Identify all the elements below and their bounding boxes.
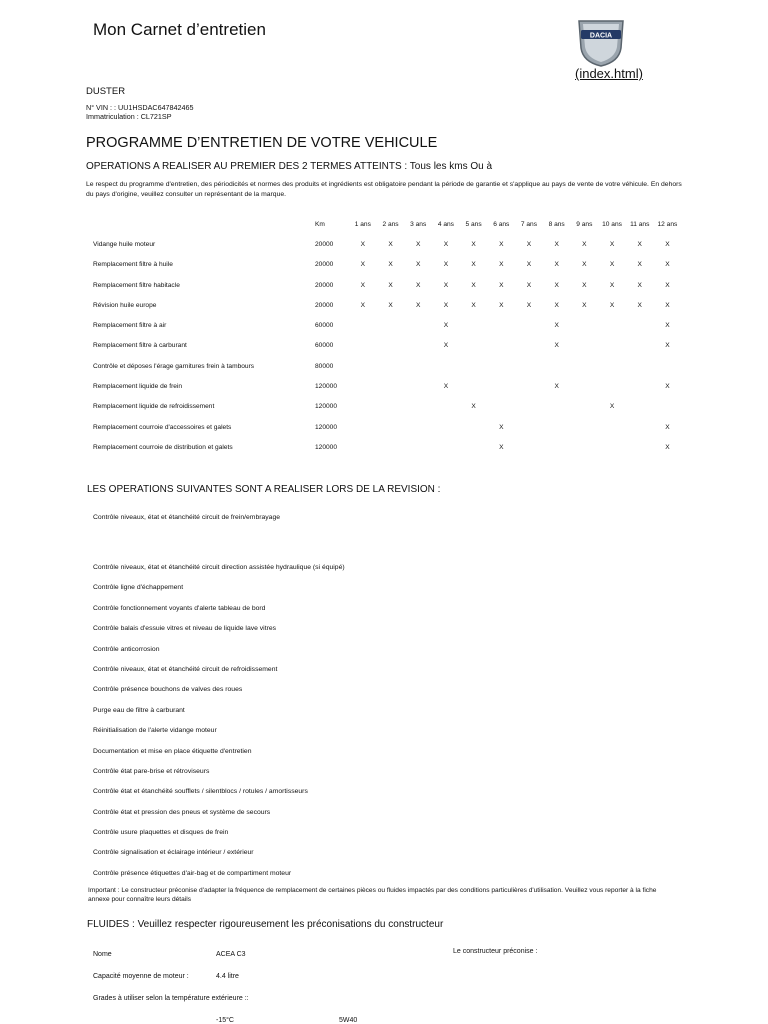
schedule-cell xyxy=(349,315,377,335)
schedule-cell xyxy=(377,315,405,335)
revision-item: Contrôle niveaux, état et étanchéité circuit de frein/embrayage xyxy=(93,514,281,521)
schedule-cell xyxy=(487,315,515,335)
schedule-cell xyxy=(598,417,626,437)
schedule-cell xyxy=(626,397,654,417)
revision-list xyxy=(93,513,345,889)
revision-item: Contrôle fonctionnement voyants d'alerte tableau de bord xyxy=(93,604,266,612)
revision-item: Contrôle état et pression des pneus et système de secours xyxy=(93,808,271,816)
schedule-cell: X xyxy=(388,240,393,248)
schedule-operation: Remplacement courroie d'accessoires et galets xyxy=(93,423,232,431)
revision-item: Contrôle état pare-brise et rétroviseurs xyxy=(93,767,210,775)
schedule-cell xyxy=(515,315,543,335)
schedule-km: 20000 xyxy=(315,261,334,269)
schedule-year-header: 12 ans xyxy=(657,220,678,228)
schedule-cell: X xyxy=(416,261,421,269)
schedule-cell: X xyxy=(416,281,421,289)
schedule-cell xyxy=(654,356,682,376)
schedule-cell: X xyxy=(499,423,504,431)
schedule-year-header: 6 ans xyxy=(493,220,510,228)
logo-text: DACIA xyxy=(589,32,613,40)
schedule-cell xyxy=(543,417,571,437)
schedule-cell: X xyxy=(526,301,532,309)
schedule-cell: X xyxy=(499,281,504,289)
intro-paragraph: Le respect du programme d'entretien, des périodicités et normes des produits et ingrédients est obligatoire pendant la période de garantie et s'applique au pays de vente de votre véhicule. En dehors du pays d'origine, veuillez consulter un représentant de la marque. xyxy=(86,181,682,198)
schedule-year-header: 8 ans xyxy=(548,220,565,228)
grades-label: Grades à utiliser selon la température extérieure :: xyxy=(93,995,249,1002)
schedule-cell: X xyxy=(554,240,559,248)
schedule-cell: X xyxy=(554,281,559,289)
schedule-cell: X xyxy=(609,281,615,289)
schedule-operation: Vidange huile moteur xyxy=(93,240,156,248)
fluid-name-value: ACEA C3 xyxy=(216,951,246,958)
schedule-cell xyxy=(626,376,654,396)
revision-item: Contrôle niveaux, état et étanchéité circuit direction assistée hydraulique (si équipé) xyxy=(93,564,345,571)
schedule-cell xyxy=(571,417,599,437)
schedule-cell xyxy=(654,397,682,417)
index-link[interactable]: (index.html) xyxy=(575,66,643,81)
manufacturer-label: Le constructeur préconise : xyxy=(453,948,538,955)
schedule-row xyxy=(88,397,681,417)
schedule-cell xyxy=(404,356,432,376)
schedule-cell: X xyxy=(609,301,615,309)
schedule-cell: X xyxy=(471,281,476,289)
revision-item: Contrôle anticorrosion xyxy=(93,645,160,653)
schedule-year-header: 7 ans xyxy=(520,220,538,228)
maintenance-schedule-table xyxy=(88,214,681,458)
schedule-row xyxy=(88,255,681,275)
schedule-row xyxy=(88,437,681,457)
schedule-km: 120000 xyxy=(315,403,338,411)
schedule-cell: X xyxy=(637,281,642,289)
schedule-cell xyxy=(460,437,488,457)
schedule-cell: X xyxy=(471,261,476,269)
schedule-cell xyxy=(571,336,599,356)
schedule-cell xyxy=(515,336,543,356)
revision-item: Documentation et mise en place étiquette d'entretien xyxy=(93,747,252,755)
schedule-year-header: 3 ans xyxy=(410,220,427,228)
schedule-cell: X xyxy=(665,281,670,289)
schedule-cell: X xyxy=(665,423,670,431)
schedule-year-header: 2 ans xyxy=(382,220,399,228)
revision-item: Réinitialisation de l'alerte vidange moteur xyxy=(93,727,217,735)
fluids-heading: FLUIDES : Veuillez respecter rigoureusement les préconisations du constructeur xyxy=(87,919,444,930)
schedule-cell xyxy=(460,356,488,376)
schedule-km: 120000 xyxy=(315,383,338,391)
capacity-value: 4.4 litre xyxy=(216,973,239,980)
schedule-operation: Remplacement courroie de distribution et galets xyxy=(93,443,233,451)
schedule-cell xyxy=(349,397,377,417)
schedule-cell: X xyxy=(499,443,504,451)
schedule-cell: X xyxy=(443,322,449,330)
schedule-cell: X xyxy=(416,240,421,248)
schedule-year-header: 9 ans xyxy=(576,220,593,228)
schedule-cell xyxy=(543,356,571,376)
temperature-value: -15°C xyxy=(216,1017,234,1024)
schedule-cell xyxy=(571,376,599,396)
revision-item: Purge eau de filtre à carburant xyxy=(93,706,185,714)
schedule-cell: X xyxy=(471,403,476,411)
schedule-cell xyxy=(460,376,488,396)
revision-item: Contrôle état et étanchéité soufflets / silentblocs / rotules / amortisseurs xyxy=(93,788,308,796)
schedule-operation: Remplacement filtre habitacle xyxy=(93,281,180,289)
schedule-op-header xyxy=(88,214,315,234)
schedule-cell xyxy=(460,315,488,335)
schedule-cell: X xyxy=(554,322,559,330)
schedule-row xyxy=(88,275,681,295)
schedule-cell: X xyxy=(360,240,366,248)
schedule-year-header: 5 ans xyxy=(465,220,482,228)
schedule-year-header: 1 ans xyxy=(354,220,371,228)
schedule-cell: X xyxy=(360,261,366,269)
schedule-cell xyxy=(598,356,626,376)
schedule-cell: X xyxy=(665,322,670,330)
schedule-cell xyxy=(404,417,432,437)
schedule-km: 120000 xyxy=(315,423,338,431)
schedule-cell xyxy=(543,397,571,417)
schedule-cell xyxy=(487,336,515,356)
schedule-cell xyxy=(432,437,460,457)
vin-line: N° VIN : : UU1HSDAC647842465 xyxy=(86,103,194,112)
schedule-cell: X xyxy=(554,383,559,391)
schedule-cell: X xyxy=(360,281,366,289)
schedule-cell xyxy=(377,356,405,376)
schedule-row xyxy=(88,295,681,315)
grade-value: 5W40 xyxy=(339,1017,358,1024)
schedule-cell: X xyxy=(526,261,532,269)
schedule-cell: X xyxy=(665,240,670,248)
schedule-cell: X xyxy=(637,261,642,269)
vehicle-model: DUSTER xyxy=(86,86,126,97)
schedule-km-header: Km xyxy=(315,220,325,228)
schedule-cell: X xyxy=(665,383,670,391)
schedule-cell xyxy=(626,356,654,376)
schedule-cell xyxy=(543,437,571,457)
schedule-cell: X xyxy=(526,240,532,248)
schedule-cell xyxy=(432,397,460,417)
schedule-cell: X xyxy=(443,342,449,350)
schedule-cell: X xyxy=(554,301,559,309)
schedule-cell: X xyxy=(582,301,587,309)
schedule-km: 20000 xyxy=(315,240,334,248)
schedule-cell xyxy=(626,315,654,335)
schedule-cell xyxy=(626,336,654,356)
schedule-km: 80000 xyxy=(315,362,334,370)
schedule-operation: Révision huile europe xyxy=(93,301,157,309)
schedule-row xyxy=(88,356,681,376)
schedule-cell: X xyxy=(609,403,615,411)
schedule-cell xyxy=(404,437,432,457)
schedule-cell xyxy=(598,437,626,457)
schedule-cell: X xyxy=(388,301,393,309)
schedule-cell: X xyxy=(443,281,449,289)
schedule-cell xyxy=(404,315,432,335)
schedule-cell xyxy=(626,417,654,437)
schedule-cell: X xyxy=(416,301,421,309)
schedule-cell xyxy=(571,356,599,376)
revision-item: Contrôle signalisation et éclairage intérieur / extérieur xyxy=(93,849,254,857)
program-heading: PROGRAMME D’ENTRETIEN DE VOTRE VEHICULE xyxy=(86,135,438,151)
schedule-year-header: 10 ans xyxy=(602,220,622,228)
schedule-cell: X xyxy=(388,261,393,269)
schedule-km: 20000 xyxy=(315,301,334,309)
schedule-cell xyxy=(598,376,626,396)
schedule-cell xyxy=(349,336,377,356)
schedule-km: 120000 xyxy=(315,443,338,451)
dacia-logo xyxy=(575,18,627,68)
revision-item: Contrôle présence bouchons de valves des roues xyxy=(93,686,243,694)
schedule-cell: X xyxy=(637,301,642,309)
important-note: Important : Le constructeur préconise d'adapter la fréquence de remplacement de certaines pièces ou fluides impactés par des conditions particulières d'utilisation. Veuillez vous reporter à la fiche annexe pour connaître leurs détails xyxy=(88,887,657,903)
schedule-cell xyxy=(571,397,599,417)
page-title: Mon Carnet d’entretien xyxy=(93,20,266,39)
schedule-km: 60000 xyxy=(315,322,334,330)
schedule-cell xyxy=(571,437,599,457)
schedule-row xyxy=(88,234,681,254)
schedule-cell xyxy=(626,437,654,457)
revision-item: Contrôle usure plaquettes et disques de frein xyxy=(93,829,229,837)
schedule-cell: X xyxy=(582,240,587,248)
schedule-year-header: 11 ans xyxy=(630,220,650,228)
schedule-cell xyxy=(349,437,377,457)
schedule-cell: X xyxy=(665,342,670,350)
schedule-cell: X xyxy=(665,261,670,269)
schedule-cell xyxy=(515,397,543,417)
revision-heading: LES OPERATIONS SUIVANTES SONT A REALISER LORS DE LA REVISION : xyxy=(87,484,441,495)
schedule-row xyxy=(88,376,681,396)
schedule-cell xyxy=(571,315,599,335)
schedule-cell: X xyxy=(443,383,449,391)
schedule-km: 60000 xyxy=(315,342,334,350)
schedule-km: 20000 xyxy=(315,281,334,289)
schedule-cell xyxy=(349,376,377,396)
plate-line: Immatriculation : CL721SP xyxy=(86,112,172,121)
schedule-cell xyxy=(598,336,626,356)
revision-item: Contrôle niveaux, état et étanchéité circuit de refroidissement xyxy=(93,665,278,673)
schedule-cell xyxy=(515,376,543,396)
schedule-row xyxy=(88,336,681,356)
schedule-cell: X xyxy=(526,281,532,289)
capacity-label: Capacité moyenne de moteur : xyxy=(93,973,189,980)
schedule-cell: X xyxy=(360,301,366,309)
schedule-cell xyxy=(349,356,377,376)
schedule-cell xyxy=(515,417,543,437)
schedule-cell: X xyxy=(471,301,476,309)
schedule-cell: X xyxy=(554,342,559,350)
schedule-cell: X xyxy=(554,261,559,269)
schedule-cell xyxy=(487,376,515,396)
schedule-cell xyxy=(515,356,543,376)
schedule-cell: X xyxy=(443,240,449,248)
schedule-cell xyxy=(377,397,405,417)
schedule-cell: X xyxy=(609,261,615,269)
schedule-year-header: 4 ans xyxy=(437,220,454,228)
schedule-cell: X xyxy=(499,240,504,248)
schedule-cell: X xyxy=(665,443,670,451)
schedule-cell xyxy=(460,336,488,356)
schedule-cell: X xyxy=(665,301,670,309)
schedule-row xyxy=(88,315,681,335)
schedule-cell xyxy=(515,437,543,457)
schedule-cell xyxy=(404,397,432,417)
schedule-row xyxy=(88,417,681,437)
fluid-name-label: Nome xyxy=(93,951,112,958)
schedule-cell xyxy=(377,437,405,457)
schedule-cell: X xyxy=(443,301,449,309)
schedule-cell xyxy=(460,417,488,437)
schedule-cell xyxy=(487,356,515,376)
schedule-cell: X xyxy=(388,281,393,289)
revision-item: Contrôle présence étiquettes d'air-bag et de compartiment moteur xyxy=(93,869,292,877)
schedule-cell xyxy=(432,417,460,437)
schedule-cell: X xyxy=(609,240,615,248)
schedule-cell xyxy=(598,315,626,335)
schedule-operation: Remplacement filtre à huile xyxy=(93,261,173,269)
schedule-cell: X xyxy=(582,261,587,269)
schedule-cell: X xyxy=(637,240,642,248)
schedule-cell xyxy=(404,336,432,356)
schedule-operation: Remplacement liquide de refroidissement xyxy=(93,403,215,411)
schedule-cell xyxy=(377,417,405,437)
schedule-cell xyxy=(349,417,377,437)
schedule-cell xyxy=(432,356,460,376)
schedule-cell xyxy=(377,336,405,356)
schedule-cell: X xyxy=(471,240,476,248)
schedule-cell: X xyxy=(499,301,504,309)
schedule-cell xyxy=(404,376,432,396)
revision-item: Contrôle ligne d'échappement xyxy=(93,584,184,592)
schedule-operation: Remplacement filtre à carburant xyxy=(93,342,187,350)
schedule-header-row xyxy=(88,214,681,234)
schedule-operation: Remplacement filtre à air xyxy=(93,322,167,330)
schedule-cell: X xyxy=(443,261,449,269)
schedule-operation: Contrôle et déposes l'érage garnitures frein à tambours xyxy=(93,362,255,370)
schedule-cell xyxy=(377,376,405,396)
operations-subheading: OPERATIONS A REALISER AU PREMIER DES 2 TERMES ATTEINTS : Tous les kms Ou à xyxy=(86,161,493,172)
schedule-cell: X xyxy=(582,281,587,289)
schedule-cell xyxy=(487,397,515,417)
schedule-cell: X xyxy=(499,261,504,269)
revision-item: Contrôle balais d'essuie vitres et niveau de liquide lave vitres xyxy=(93,625,277,633)
schedule-operation: Remplacement liquide de frein xyxy=(93,383,183,391)
